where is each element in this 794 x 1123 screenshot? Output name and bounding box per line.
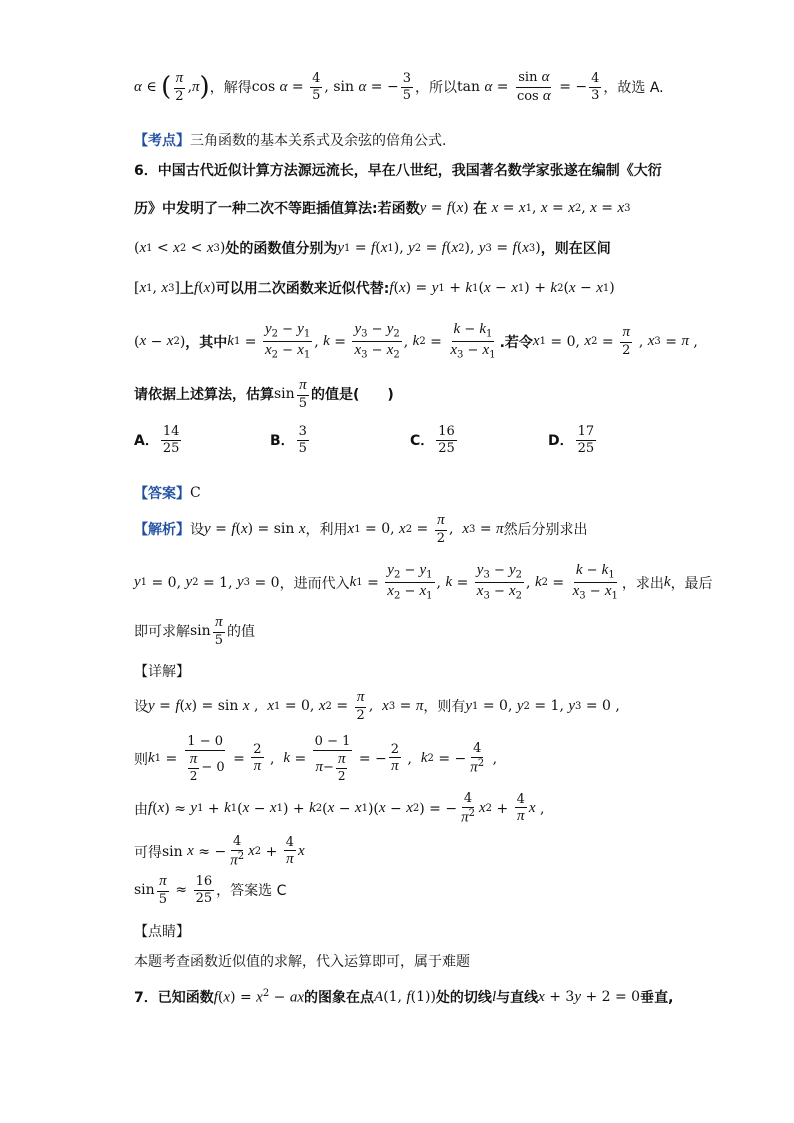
choice-a[interactable]: A． $\frac{14}{25}$ [134,424,180,456]
dianjing-tag: 【点睛】 [134,924,190,940]
question-text: .若令 [499,334,533,351]
question-6-line-6: 请依据上述算法，估算 sin $\frac{\pi}{5}$ 的值是( ) [134,377,394,411]
answer-line [134,483,201,503]
jiexi-line-1: 【解析】 设 y = f ( x ) = sin x ，利用 x 1 = 0, x 2 = $\frac{\pi}{2}$ , x 3 = π 然后分别求出 [134,512,588,546]
choice-d[interactable]: D． $\frac{17}{25}$ [548,424,595,456]
text: 然后分别求出 [503,522,588,539]
jiexi-tag: 【解析】 [134,522,190,539]
jiexi-line-3: 即可求解 sin $\frac{\pi}{5}$ 的值 [134,614,255,648]
xiangjie-line-4: 可得 sin x ≈ − $\frac{4}{\pi^2}$ x 2 + $\frac{4}{\pi}$ x [134,834,305,868]
choice-label: D． [548,433,574,450]
text: ，故选 A. [603,80,664,97]
text: 设 [190,522,204,539]
text: ，求出 [621,575,664,592]
kaodian-tag: 【考点】 [134,133,190,149]
question-6-line-2: 历》中发明了一种二次不等距插值算法:若函数 y = f ( x ) 在 x = x 1 , x = x 2 , x = x 3 [134,199,631,217]
text: 则 [134,751,148,768]
text: 可得 [134,844,162,861]
answer-tag: 【答案】 [134,486,190,502]
solution-line-1: α ∈ ( $\frac{\pi}{2}$ , π ) ，解得 cos α = $\frac{4}{5}$ , sin α = − $\frac{3}{5}$ ，所以 tan α = $\frac{\text{sin α}}{\text{cos α}}$ = − $\frac{4}{3}$ ，故选 A. [134,69,664,104]
text: 设 [134,699,148,716]
xiangjie-heading [134,661,190,681]
question-text: 的图象在点 [304,990,375,1006]
xiangjie-line-2: 则 k 1 = 1 − 0 $\frac{\pi}{2}$ − 0 = $\frac{2}{\pi}$ , k = 0 − 1 π− $\frac{\pi}{2}$ = − $\frac{2}{\pi}$ , k 2 = − $\frac{4}{\pi^2}$ , [134,734,498,784]
text: ，利用 [305,522,348,539]
text: ，则有 [423,699,466,716]
choice-label: A． [134,433,159,450]
question-text: ，其中 [185,334,228,351]
question-text: 可以用二次函数来近似代替: [215,281,390,297]
text: ，最后 [670,575,713,592]
kaodian-line [134,130,446,150]
xiangjie-line-5: sin $\frac{\pi}{5}$ ≈ $\frac{16}{25}$ ，答案选 C [134,873,287,907]
text: ，解得 [209,80,252,97]
choice-b[interactable]: B． $\frac{3}{5}$ [270,424,307,456]
jiexi-line-2: y 1 = 0, y 2 = 1, y 3 = 0 ，进而代入 k 1 = $\frac{y_2 - y_1}{x_2 - x_1}$ , k = $\frac{y_3 - y_2}{x_3 - x_2}$ , k 2 = $\frac{k - k_1}{x_3 - x_1}$ ，求出 k ，最后 [134,562,713,602]
text: 由 [134,801,148,818]
text: 的值 [226,624,255,641]
question-text: 的值是( ) [310,387,394,404]
choice-label: B． [270,433,295,450]
question-text: 请依据上述算法，估算 [134,387,274,404]
text: ，答案选 C [216,883,287,900]
question-text: 中国古代近似计算方法源远流长，早在八世纪，我国著名数学家张遂在编制《大衍 [157,163,662,179]
question-text: 处的函数值分别为 [225,241,338,257]
question-6-line-3: ( x 1 < x 2 < x 3 ) 处的函数值分别为 y 1 = f ( x 1 ), y 2 = f ( x 2 ), y 3 = f ( x 3 ) ，则在区间 [134,239,611,257]
text: ，进而代入 [279,575,350,592]
question-text: ，则在区间 [540,241,611,257]
xiangjie-line-1: 设 y = f ( x ) = sin x , x 1 = 0, x 2 = $\frac{\pi}{2}$ , x 3 = π ，则有 y 1 = 0, y 2 = 1, y 3 = 0 , [134,689,620,723]
question-text: 与直线 [496,990,539,1006]
kaodian-text: 三角函数的基本关系式及余弦的倍角公式. [190,133,447,149]
question-text: 垂直, [640,990,674,1006]
question-text: 历》中发明了一种二次不等距插值算法:若函数 [134,201,420,217]
question-6-line-5: ( x − x 2 ) ，其中 k 1 = $\frac{y_2 - y_1}{x_2 - x_1}$ , k = $\frac{y_3 - y_2}{x_3 - x_2}$ , k 2 = $\frac{k - k_1}{x_3 - x_1}$ .若令 x 1 = 0, x 2 = $\frac{\pi}{2}$ , x 3 = π , [134,321,698,361]
question-6-line-4: [ x 1 , x 3 ] 上 f ( x ) 可以用二次函数来近似代替: f ( x ) = y 1 + k 1 ( x − x 1 ) + k 2 ( x − x 1 ) [134,279,615,297]
question-number: 7． [134,990,158,1006]
question-text: 上 [179,281,194,297]
question-text: 已知函数 [157,990,214,1006]
dianjing-text-line [134,951,470,971]
dianjing-heading [134,921,190,941]
question-6-line-1 [134,160,662,180]
text: ，所以 [414,80,457,97]
dianjing-text: 本题考查函数近似值的求解，代入运算即可，属于难题 [134,954,470,970]
question-number: 6． [134,163,158,179]
xiangjie-tag: 【详解】 [134,664,190,680]
choice-label: C． [410,433,435,450]
text: 即可求解 [134,624,190,641]
question-text: 在 [473,201,488,217]
question-7-line: 7． 已知函数 $f(x) = x^2$ − ax 的图象在点 A(1, f(1)) 处的切线 l 与直线 x + 3y + 2 = 0 垂直, [134,987,674,1006]
answer-value: C [190,485,201,501]
choice-c[interactable]: C． $\frac{16}{25}$ [410,424,455,456]
question-text: 处的切线 [435,990,492,1006]
xiangjie-line-3: 由 f ( x ) ≈ y 1 + k 1 ( x − x 1 ) + k 2 ( x − x 1 )( x − x 2 ) = − $\frac{4}{\pi^2}$ x 2 + $\frac{4}{\pi}$ x , [134,791,545,825]
